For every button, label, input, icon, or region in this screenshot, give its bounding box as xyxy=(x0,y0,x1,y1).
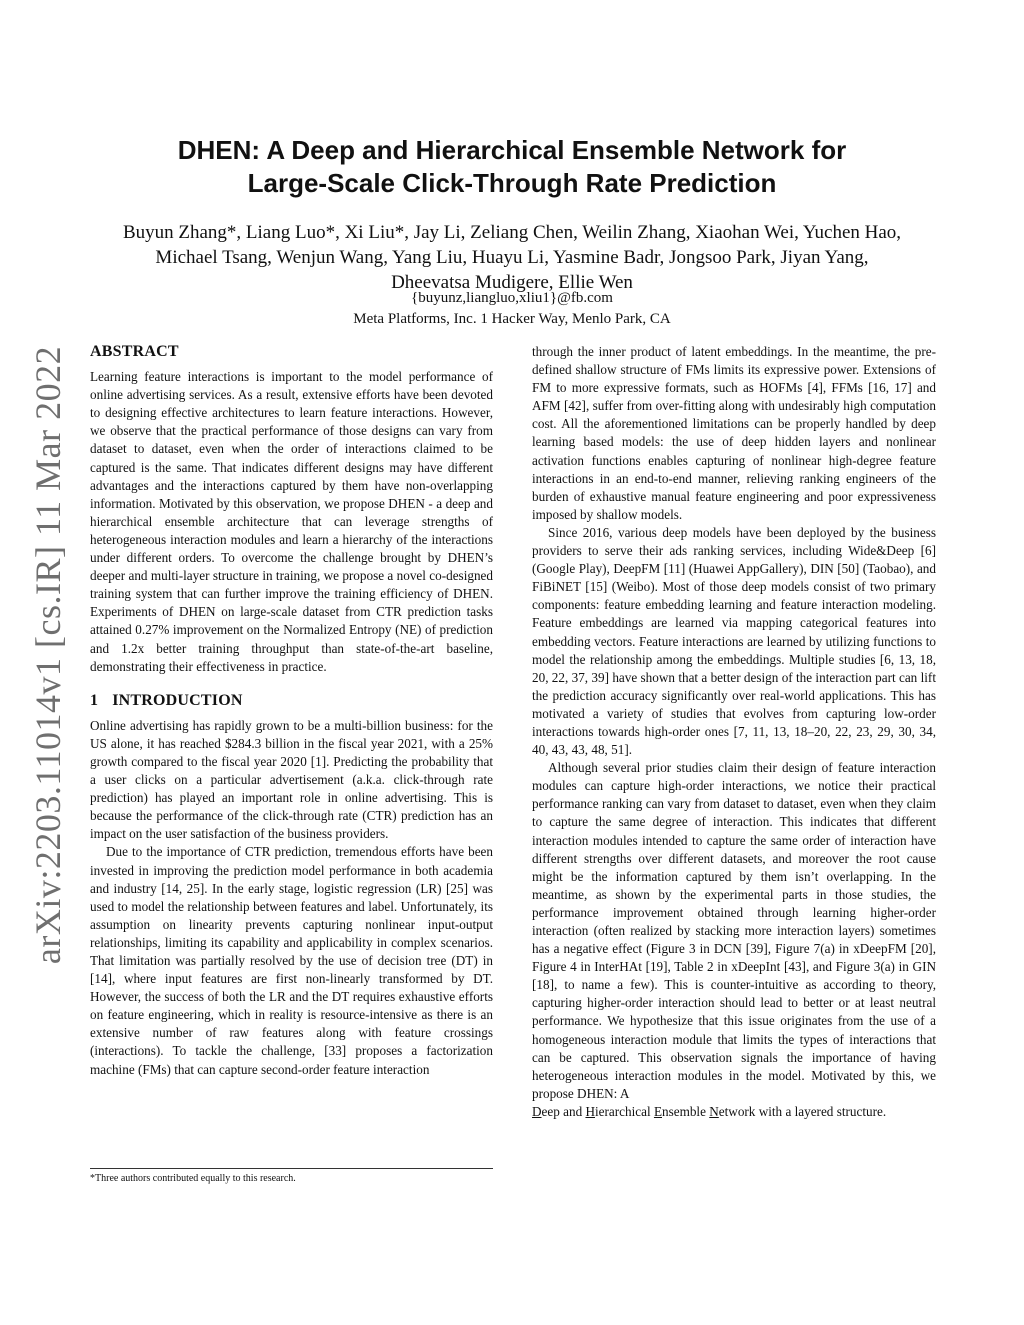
affiliation: Meta Platforms, Inc. 1 Hacker Way, Menlo Park, CA xyxy=(353,311,671,327)
intro-paragraph-2: Due to the importance of CTR prediction, tremendous efforts have been invested in improving the prediction model performance in both academia and industry [14, 25]. In the early stage, logistic regression (LR) [25] was used to model the relationship between features and label. Unfortunately, its assumption on linearity prevents capturing nonlinear input-output relationships, limiting its capability and applicability in complex scenarios. That limitation was partially resolved by the use of decision tree (DT) in [14], where input features are first non-linearly transformed by DT. However, the success of both the LR and the DT requires exhaustive efforts on feature engineering, which in reality is resource-intensive as there is an extensive number of raw features along with feature crossings (interactions). To tackle the challenge, [33] proposes a factorization machine (FMs) that can capture second-order feature interaction xyxy=(90,844,493,1077)
abstract-text: Learning feature interactions is important to the model performance of online advertising services. As a result, extensive efforts have been devoted to designing effective architectures to learn feature interactions. However, we observe that the practical performance of those designs can vary from dataset to dataset, even when the order of interactions claimed to be captured is the same. That indicates different designs may have different advantages and the interactions captured by them have non-overlapping information. Motivated by this observation, we propose DHEN - a deep and hierarchical ensemble architecture that can leverage strengths of heterogeneous interaction modules and learn a hierarchy of the interactions under different orders. To overcome the challenge brought by DHEN’s deeper and multi-layer structure in training, we propose a novel co-designed training system that can further improve the training efficiency of DHEN. Experiments of DHEN on large-scale dataset from CTR prediction tasks attained 0.27% improvement on the Normalized Entropy (NE) of prediction and 1.2x better training throughput than state-of-the-art baseline, demonstrating their effectiveness in practice. xyxy=(90,369,493,674)
arxiv-identifier xyxy=(28,345,68,965)
right-last-line xyxy=(532,1103,936,1121)
footnote: *Three authors contributed equally to this research. xyxy=(90,1173,296,1184)
title-line-2: Large-Scale Click-Through Rate Prediction xyxy=(247,168,777,198)
right-paragraph-2: Since 2016, various deep models have been deployed by the business providers to serve their ads ranking services, including Wide&Deep [6] (Google Play), DeepFM [11] (Huawei AppGallery), DIN [50] (Taobao), and FiBiNET [15] (Weibo). Most of those deep models consist of two primary components: feature embedding learning and feature interaction modeling. Feature embeddings are learned via mapping categorical features into embedding vectors. Feature interactions are learned by utilizing functions to model the relationship among the embeddings. Multiple studies [6, 13, 18, 20, 22, 37, 39] have shown that a better design of the interaction part can lift the prediction accuracy significantly over real-world applications. This has motivated a variety of studies that evolves from capturing low-order interactions towards high-order ones [7, 11, 13, 18–20, 22, 23, 29, 30, 34, 40, 43, 43, 48, 51]. xyxy=(532,524,936,758)
authors-line-3: Dheevatsa Mudigere, Ellie Wen xyxy=(391,272,633,293)
acronym-letter-d: D xyxy=(532,1103,542,1119)
acronym-letter-h: H xyxy=(585,1103,595,1119)
intro-section-number: 1 xyxy=(90,691,99,709)
left-column xyxy=(90,343,493,1079)
paper-title xyxy=(110,134,914,200)
right-paragraph-1: through the inner product of latent embeddings. In the meantime, the pre-defined shallow structure of FMs limits its expressive power. Extensions of FM to more expressive formats, such as HOFMs [4], FFMs [16, 17] and AFM [42], suffer from over-fitting along with undesirably high computation cost. All the aforementioned limitations can be properly handled by deep learning based models: the use of deep hidden layers and nonlinear activation functions enables capturing of nonlinear high-degree feature interactions in an end-to-end manner, relieving ranking engineers of the burden of exhaustive manual feature engineering and poor expressiveness imposed by shallow models. xyxy=(532,344,936,522)
authors-line-2: Michael Tsang, Wenjun Wang, Yang Liu, Huayu Li, Yasmine Badr, Jongsoo Park, Jiyan Yang, xyxy=(155,247,869,268)
intro-heading-text: INTRODUCTION xyxy=(112,691,243,709)
right-paragraph-3: Although several prior studies claim their design of feature interaction modules can capture high-order interactions, we notice their practical performance ranking can vary from dataset to dataset, even when they claim to capture the same degree of interaction. This indicates that different interaction modules intended to capture the same order of interaction have different strengths over different datasets, and moreover the root cause might be the information captured by them isn’t overlapping. In the meantime, as shown by the experimental parts in those studies, the performance improvement obtained through learning higher-order interaction (often realized by stacking more interaction layers) sometimes has a negative effect (Figure 3 in DCN [39], Figure 7(a) in xDeepFM [20], Figure 4 in InterHAt [19], Table 2 in xDeepInt [43], and Figure 3(a) in GIN [18], to name a few). This is counter-intuitive as according to theory, capturing higher-order interaction should lead to better or at least neutral performance. We hypothesize that this issue originates from the use of a homogeneous interaction module that limits the types of interactions that can be captured. This observation signals the importance of having heterogeneous interaction modules in the model. Motivated by this, we propose DHEN: A xyxy=(532,760,936,1101)
abstract-heading: ABSTRACT xyxy=(90,343,179,360)
last-line-part: etwork with a layered structure. xyxy=(718,1103,887,1119)
title-line-1: DHEN: A Deep and Hierarchical Ensemble Network for xyxy=(177,135,847,165)
acronym-letter-e: E xyxy=(653,1103,662,1119)
arxiv-identifier-text: arXiv:2203.11014v1 [cs.IR] 11 Mar 2022 xyxy=(28,345,68,965)
acronym-letter-n: N xyxy=(709,1103,719,1119)
footnote-divider xyxy=(90,1168,493,1169)
intro-paragraph-1: Online advertising has rapidly grown to be a multi-billion business: for the US alone, it has reached $284.3 billion in the fiscal year 2021, with a 25% growth compared to the fiscal year 2020 [1]. Predicting the probability that a user clicks on a particular advertisement (a.k.a. click-through rate prediction) has played an important role in online advertising. This is because the performance of the click-through rate (CTR) prediction has an impact on the user satisfaction of the business providers. xyxy=(90,717,493,842)
right-column xyxy=(532,343,936,1121)
last-line-part: eep and xyxy=(541,1103,586,1119)
authors-line-1: Buyun Zhang*, Liang Luo*, Xi Liu*, Jay Li, Zeliang Chen, Weilin Zhang, Xiaohan Wei, Yuchen Hao, xyxy=(122,222,902,243)
author-list xyxy=(110,220,914,295)
last-line-part: nsemble xyxy=(662,1103,710,1119)
author-email: {buyunz,liangluo,xliu1}@fb.com xyxy=(411,290,613,306)
last-line-part: ierarchical xyxy=(595,1103,654,1119)
intro-heading xyxy=(90,692,493,710)
